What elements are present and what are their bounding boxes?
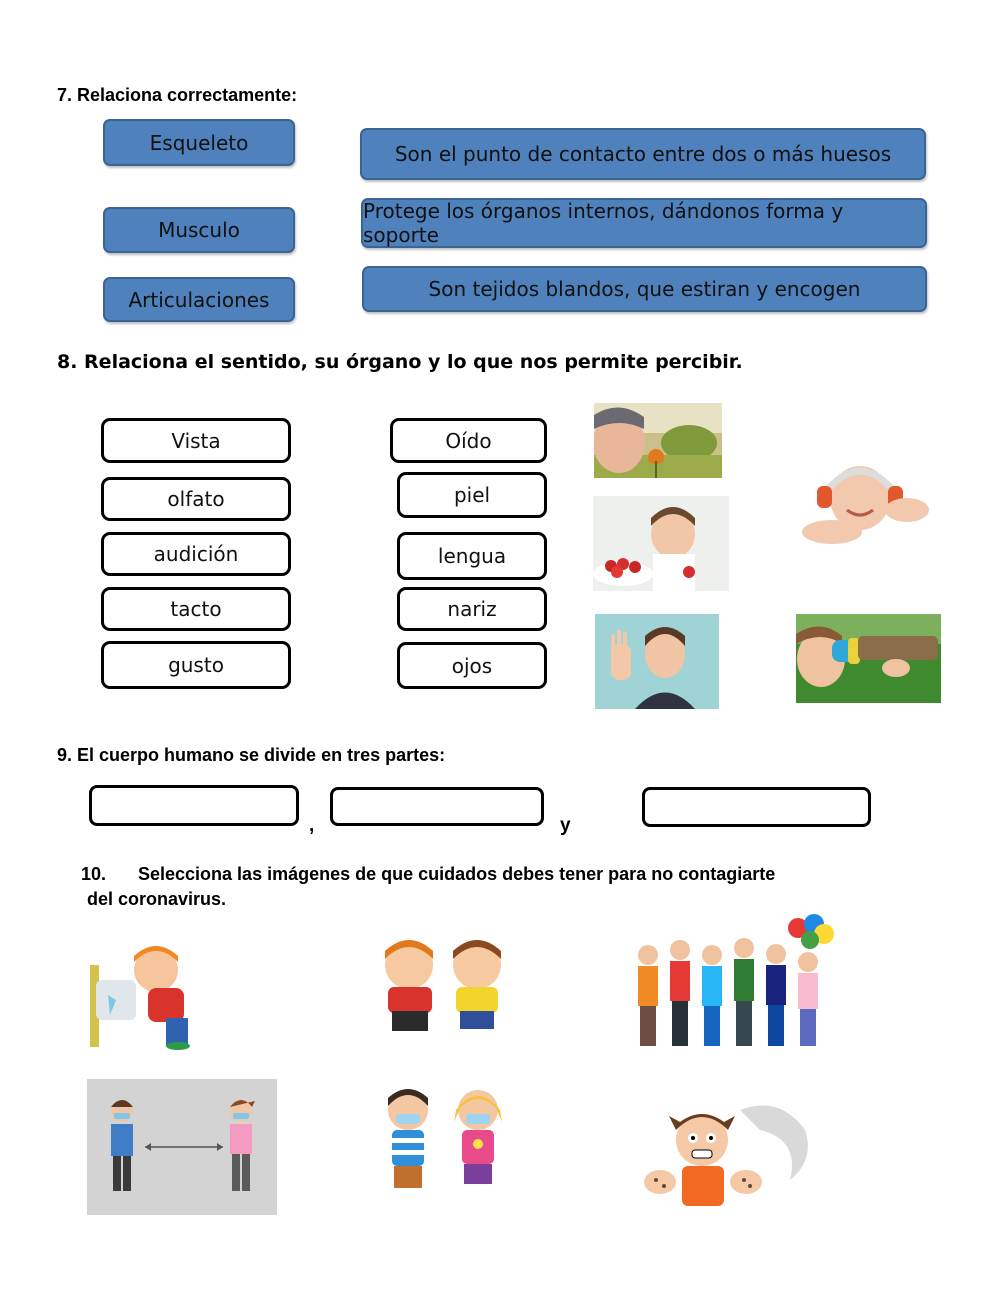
image-handwashing[interactable]: [88, 940, 213, 1050]
q8-title: 8. Relaciona el sentido, su órgano y lo que nos permite percibir.: [57, 351, 743, 373]
image-kids-with-masks[interactable]: [368, 1080, 523, 1215]
sense-tacto[interactable]: tacto: [101, 587, 291, 631]
body-part-input-1[interactable]: [89, 785, 299, 826]
photo-baby-headphones[interactable]: [792, 450, 932, 545]
q7-right-def-2[interactable]: Protege los órganos internos, dándonos forma y soporte: [361, 198, 927, 248]
photo-child-eating-strawberries[interactable]: [593, 496, 729, 591]
q9-title: 9. El cuerpo humano se divide en tres partes:: [57, 745, 446, 765]
q7-left-joints[interactable]: Articulaciones: [103, 277, 295, 322]
photo-child-telescope[interactable]: [796, 614, 941, 703]
body-part-input-2[interactable]: [330, 787, 544, 826]
sense-olfato[interactable]: olfato: [101, 477, 291, 521]
organ-nariz[interactable]: nariz: [397, 587, 547, 631]
q10-title-line1: Selecciona las imágenes de que cuidados debes tener para no contagiarte: [138, 864, 776, 884]
photo-child-smelling-flower[interactable]: [594, 403, 722, 478]
comma-separator: ,: [309, 815, 315, 836]
organ-piel[interactable]: piel: [397, 472, 547, 518]
q7-left-skeleton[interactable]: Esqueleto: [103, 119, 295, 166]
photo-boy-waving-hand[interactable]: [595, 614, 719, 709]
q10-title-line2: del coronavirus.: [87, 889, 227, 909]
organ-ojos[interactable]: ojos: [397, 642, 547, 689]
sense-audicion[interactable]: audición: [101, 532, 291, 576]
image-child-dirty-hands[interactable]: [640, 1100, 815, 1215]
q7-right-def-3[interactable]: Son tejidos blandos, que estiran y encogen: [362, 266, 927, 312]
body-part-field-3[interactable]: [645, 790, 868, 824]
sense-vista[interactable]: Vista: [101, 418, 291, 463]
body-part-field-1[interactable]: [92, 788, 296, 823]
q7-right-def-1[interactable]: Son el punto de contacto entre dos o más huesos: [360, 128, 926, 180]
image-two-boys-close[interactable]: [374, 935, 514, 1045]
organ-oido[interactable]: Oído: [390, 418, 547, 463]
and-separator: y: [560, 815, 571, 836]
q10-number: 10.: [81, 864, 107, 884]
q7-left-muscle[interactable]: Musculo: [103, 207, 295, 253]
organ-lengua[interactable]: lengua: [397, 532, 547, 580]
image-social-distancing-masks[interactable]: [87, 1079, 277, 1215]
image-crowd-party[interactable]: [618, 910, 848, 1055]
q7-title: 7. Relaciona correctamente:: [57, 85, 298, 105]
sense-gusto[interactable]: gusto: [101, 641, 291, 689]
body-part-input-3[interactable]: [642, 787, 871, 827]
body-part-field-2[interactable]: [333, 790, 541, 823]
